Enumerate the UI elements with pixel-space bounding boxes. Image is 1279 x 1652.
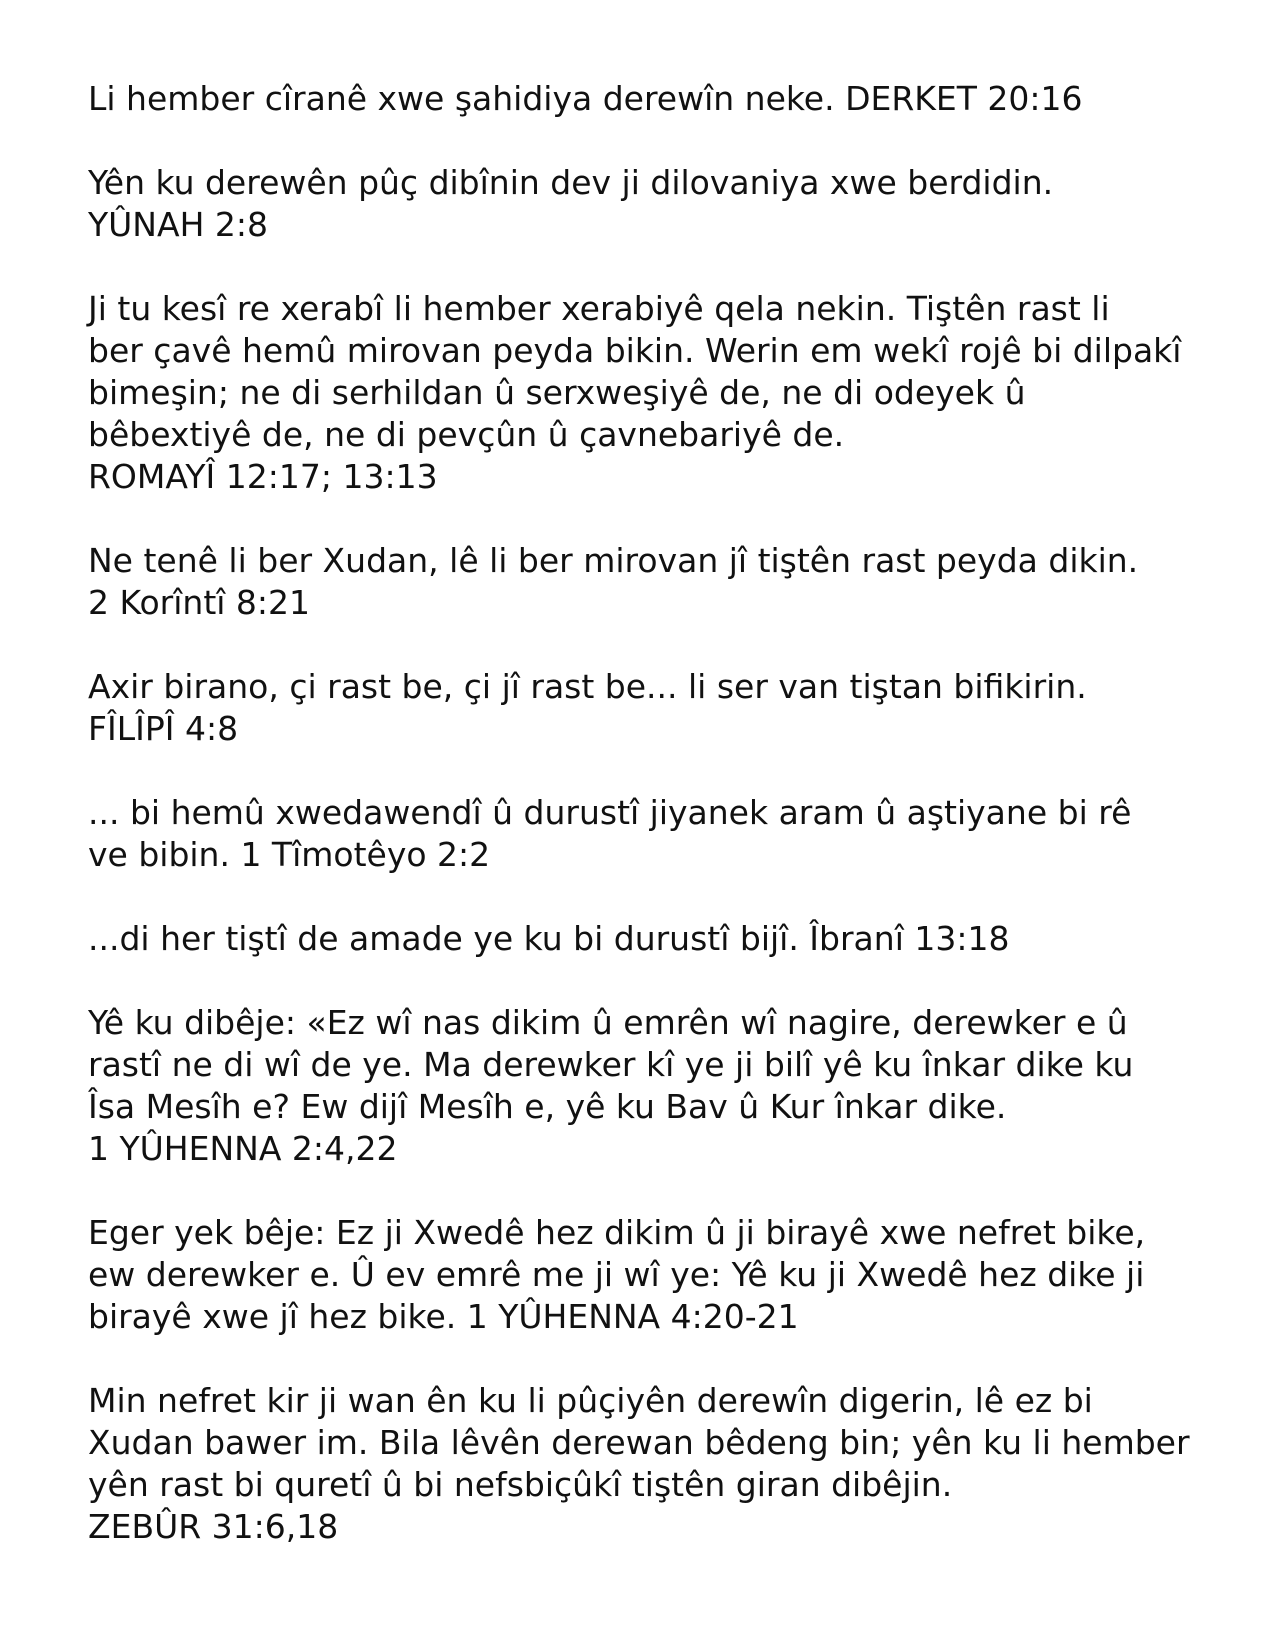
text-line: bêbextiyê de, ne di pevçûn û çavnebariyê de. [88, 415, 845, 454]
text-line: Yên ku derewên pûç dibînin dev ji dilovaniya xwe berdidin. [88, 163, 1054, 202]
text-line: Xudan bawer im. Bila lêvên derewan bêdeng bin; yên ku li hember [88, 1423, 1190, 1462]
verse-paragraph [88, 540, 1248, 624]
text-line: ...di her tiştî de amade ye ku bi durustî bijî. Îbranî 13:18 [88, 919, 1010, 958]
verse-paragraph [88, 1002, 1248, 1170]
text-line: yên rast bi quretî û bi nefsbiçûkî tiştên giran dibêjin. [88, 1465, 953, 1504]
text-line: bimeşin; ne di serhildan û serxweşiyê de, ne di odeyek û [88, 373, 1026, 412]
text-line: ew derewker e. Û ev emrê me ji wî ye: Yê ku ji Xwedê hez dike ji [88, 1255, 1145, 1294]
text-line: Îsa Mesîh e? Ew dijî Mesîh e, yê ku Bav û Kur înkar dike. [88, 1087, 1007, 1126]
text-line: ber çavê hemû mirovan peyda bikin. Werin em wekî rojê bi dilpakî [88, 331, 1182, 370]
text-line: birayê xwe jî hez bike. 1 YÛHENNA 4:20-21 [88, 1297, 799, 1336]
verse-reference: 1 YÛHENNA 2:4,22 [88, 1129, 398, 1168]
verse-paragraph [88, 288, 1248, 498]
text-line: Yê ku dibêje: «Ez wî nas dikim û emrên wî nagire, derewker e û [88, 1003, 1128, 1042]
verse-paragraph [88, 918, 1248, 960]
verse-paragraph [88, 1380, 1248, 1548]
text-line: ... bi hemû xwedawendî û durustî jiyanek aram û aştiyane bi rê [88, 793, 1132, 832]
verse-paragraph [88, 666, 1248, 750]
text-line: Min nefret kir ji wan ên ku li pûçiyên derewîn digerin, lê ez bi [88, 1381, 1093, 1420]
verse-reference: FÎLÎPÎ 4:8 [88, 709, 239, 748]
text-line: Axir birano, çi rast be, çi jî rast be... li ser van tiştan bifikirin. [88, 667, 1087, 706]
verse-paragraph [88, 1212, 1248, 1338]
verse-reference: YÛNAH 2:8 [88, 205, 268, 244]
verse-reference: 2 Korîntî 8:21 [88, 583, 311, 622]
verse-reference: ZEBÛR 31:6,18 [88, 1507, 339, 1546]
verse-paragraph [88, 792, 1248, 876]
text-line: ve bibin. 1 Tîmotêyo 2:2 [88, 835, 491, 874]
text-line: Ji tu kesî re xerabî li hember xerabiyê qela nekin. Tiştên rast li [88, 289, 1110, 328]
verse-paragraph [88, 162, 1248, 246]
text-line: Eger yek bêje: Ez ji Xwedê hez dikim û ji birayê xwe nefret bike, [88, 1213, 1146, 1252]
text-line: Ne tenê li ber Xudan, lê li ber mirovan jî tiştên rast peyda dikin. [88, 541, 1139, 580]
verse-reference: ROMAYÎ 12:17; 13:13 [88, 457, 438, 496]
document-page [88, 78, 1248, 1590]
text-line: rastî ne di wî de ye. Ma derewker kî ye ji bilî yê ku înkar dike ku [88, 1045, 1134, 1084]
text-line: Li hember cîranê xwe şahidiya derewîn neke. DERKET 20:16 [88, 79, 1083, 118]
verse-paragraph [88, 78, 1248, 120]
